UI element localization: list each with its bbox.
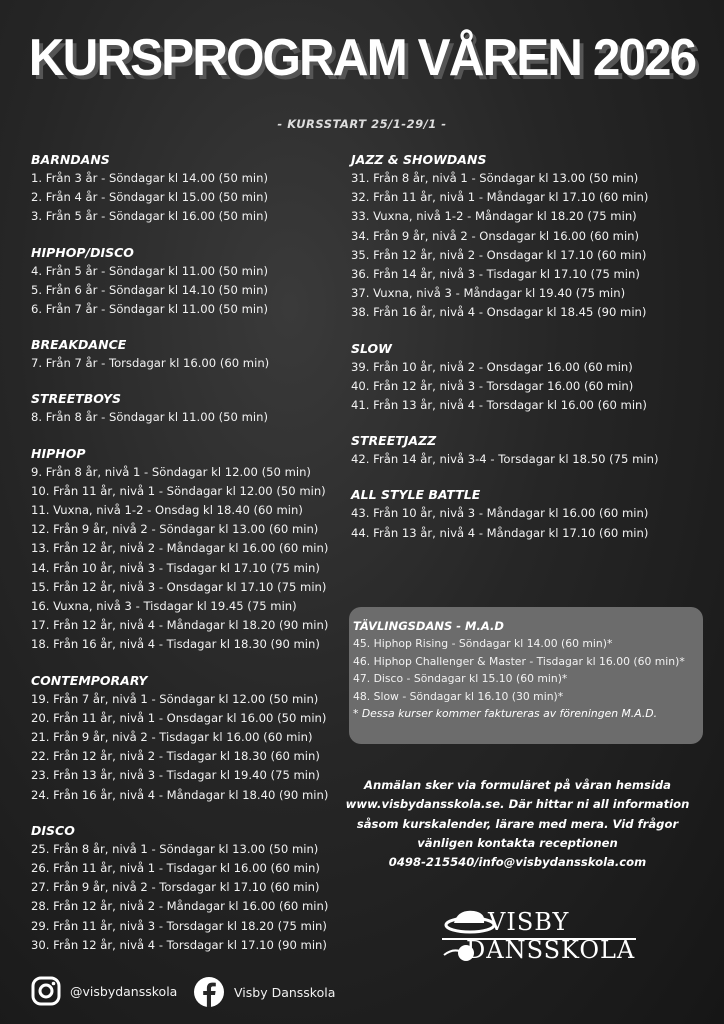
facebook-link[interactable] [193, 976, 335, 1008]
competition-box [349, 607, 703, 744]
course-item: 5. Från 6 år - Söndagar kl 14.10 (50 min) [31, 282, 268, 297]
course-item: 21. Från 9 år, nivå 2 - Tisdagar kl 16.00 (60 min) [31, 730, 313, 745]
competition-item: 47. Disco - Söndagar kl 15.10 (60 min)* [353, 672, 568, 686]
course-item: 34. Från 9 år, nivå 2 - Onsdagar kl 16.00 (60 min) [351, 228, 640, 243]
course-section [31, 389, 341, 427]
course-section [351, 150, 691, 323]
course-item: 7. Från 7 år - Torsdagar kl 16.00 (60 min) [31, 356, 270, 371]
competition-item: 46. Hiphop Challenger & Master - Tisdagar kl 16.00 (60 min)* [353, 654, 685, 668]
section-title: CONTEMPORARY [31, 672, 148, 688]
course-section [351, 431, 691, 469]
course-item: 38. Från 16 år, nivå 4 - Onsdagar kl 18.45 (90 min) [351, 305, 647, 320]
section-title: DISCO [31, 822, 75, 838]
course-section [31, 444, 341, 655]
course-item: 14. Från 10 år, nivå 3 - Tisdagar kl 17.10 (75 min) [31, 560, 320, 575]
section-title: STREETBOYS [31, 391, 122, 407]
course-item: 9. Från 8 år, nivå 1 - Söndagar kl 12.00 (50 min) [31, 464, 311, 479]
course-item: 41. Från 13 år, nivå 4 - Torsdagar kl 16.00 (60 min) [351, 398, 647, 413]
course-section [31, 243, 341, 320]
page-title: KURSPROGRAM VÅREN 2026 [28, 29, 696, 87]
info-line: såsom kurskalender, lärare med mera. Vid frågor [356, 816, 679, 831]
competition-title: TÄVLINGSDANS - M.A.D [353, 619, 504, 633]
course-section [31, 335, 341, 373]
course-item: 20. Från 11 år, nivå 1 - Onsdagar kl 16.00 (50 min) [31, 710, 327, 725]
course-section [351, 339, 691, 416]
section-title: JAZZ & SHOWDANS [351, 152, 487, 167]
course-item: 32. Från 11 år, nivå 1 - Måndagar kl 17.10 (60 min) [351, 190, 649, 205]
logo-text-dansskola: DANSSKOLA [466, 936, 636, 964]
course-item: 33. Vuxna, nivå 1-2 - Måndagar kl 18.20 (75 min) [351, 209, 637, 224]
course-item: 42. Från 14 år, nivå 3-4 - Torsdagar kl 18.50 (75 min) [351, 452, 659, 467]
course-item: 12. Från 9 år, nivå 2 - Söndagar kl 13.00 (60 min) [31, 522, 319, 537]
info-line: Anmälan sker via formuläret på våran hemsida [363, 778, 671, 792]
registration-info [345, 776, 690, 872]
course-item: 35. Från 12 år, nivå 2 - Onsdagar kl 17.10 (60 min) [351, 247, 647, 262]
course-section [351, 485, 691, 542]
course-item: 28. Från 12 år, nivå 2 - Måndagar kl 16.00 (60 min) [31, 899, 329, 914]
course-item: 15. Från 12 år, nivå 3 - Onsdagar kl 17.10 (75 min) [31, 579, 327, 594]
course-item: 39. Från 10 år, nivå 2 - Onsdagar 16.00 (60 min) [351, 359, 633, 374]
logo-text-visby: VISBY [488, 908, 570, 936]
right-column [351, 150, 691, 559]
course-item: 16. Vuxna, nivå 3 - Tisdagar kl 19.45 (75 min) [31, 599, 297, 614]
info-line: www.visbydansskola.se. Där hittar ni all information [345, 797, 690, 812]
instagram-link[interactable] [31, 976, 177, 1006]
left-column [31, 150, 341, 971]
facebook-icon [193, 976, 225, 1008]
course-item: 43. Från 10 år, nivå 3 - Måndagar kl 16.00 (60 min) [351, 506, 649, 521]
section-title: HIPHOP [31, 445, 86, 461]
info-line: 0498-215540/info@visbydansskola.com [388, 855, 647, 870]
competition-item: 48. Slow - Söndagar kl 16.10 (30 min)* [353, 689, 564, 703]
course-item: 23. Från 13 år, nivå 3 - Tisdagar kl 19.40 (75 min) [31, 768, 320, 783]
section-title: BREAKDANCE [31, 337, 127, 353]
course-item: 17. Från 12 år, nivå 4 - Måndagar kl 18.20 (90 min) [31, 618, 329, 633]
course-item: 8. Från 8 år - Söndagar kl 11.00 (50 min) [31, 410, 268, 425]
facebook-name: Visby Dansskola [234, 984, 336, 1000]
course-item: 13. Från 12 år, nivå 2 - Måndagar kl 16.00 (60 min) [31, 541, 329, 556]
section-title: HIPHOP/DISCO [31, 244, 134, 260]
course-item: 10. Från 11 år, nivå 1 - Söndagar kl 12.00 (50 min) [31, 483, 326, 498]
course-item: 19. Från 7 år, nivå 1 - Söndagar kl 12.00 (50 min) [31, 691, 319, 706]
info-line: vänligen kontakta receptionen [417, 835, 618, 850]
course-item: 6. Från 7 år - Söndagar kl 11.00 (50 min) [31, 302, 268, 317]
course-item: 24. Från 16 år, nivå 4 - Måndagar kl 18.40 (90 min) [31, 787, 329, 802]
course-item: 3. Från 5 år - Söndagar kl 16.00 (50 min) [31, 209, 268, 224]
course-item: 2. Från 4 år - Söndagar kl 15.00 (50 min) [31, 190, 268, 205]
course-item: 4. Från 5 år - Söndagar kl 11.00 (50 min) [31, 263, 268, 278]
course-item: 44. Från 13 år, nivå 4 - Måndagar kl 17.10 (60 min) [351, 525, 649, 540]
instagram-handle: @visbydansskola [70, 983, 178, 999]
course-item: 36. Från 14 år, nivå 3 - Tisdagar kl 17.10 (75 min) [351, 267, 640, 282]
course-item: 31. Från 8 år, nivå 1 - Söndagar kl 13.00 (50 min) [351, 171, 639, 185]
course-start-subtitle: - KURSSTART 25/1-29/1 - [277, 117, 447, 131]
course-item: 25. Från 8 år, nivå 1 - Söndagar kl 13.00 (50 min) [31, 841, 319, 856]
course-item: 40. Från 12 år, nivå 3 - Torsdagar 16.00 (60 min) [351, 378, 634, 393]
course-item: 26. Från 11 år, nivå 1 - Tisdagar kl 16.00 (60 min) [31, 861, 320, 876]
competition-note: * Dessa kurser kommer faktureras av föreningen M.A.D. [353, 707, 657, 721]
course-section [31, 821, 341, 955]
course-section [31, 150, 341, 227]
course-item: 18. Från 16 år, nivå 4 - Tisdagar kl 18.30 (90 min) [31, 637, 320, 652]
course-item: 37. Vuxna, nivå 3 - Måndagar kl 19.40 (75 min) [351, 286, 626, 301]
course-item: 11. Vuxna, nivå 1-2 - Onsdag kl 18.40 (60 min) [31, 503, 303, 518]
section-title: BARNDANS [31, 152, 110, 167]
section-title: STREETJAZZ [351, 433, 437, 449]
course-section [31, 671, 341, 805]
course-item: 22. Från 12 år, nivå 2 - Tisdagar kl 18.30 (60 min) [31, 749, 320, 764]
course-item: 1. Från 3 år - Söndagar kl 14.00 (50 min) [31, 171, 268, 185]
visby-dansskola-logo [440, 903, 640, 967]
competition-item: 45. Hiphop Rising - Söndagar kl 14.00 (60 min)* [353, 637, 613, 650]
instagram-icon [31, 976, 61, 1006]
section-title: ALL STYLE BATTLE [351, 487, 481, 503]
course-item: 29. Från 11 år, nivå 3 - Torsdagar kl 18.20 (75 min) [31, 918, 327, 933]
section-title: SLOW [351, 340, 392, 356]
course-item: 30. Från 12 år, nivå 4 - Torsdagar kl 17.10 (90 min) [31, 937, 327, 952]
course-item: 27. Från 9 år, nivå 2 - Torsdagar kl 17.10 (60 min) [31, 880, 320, 895]
